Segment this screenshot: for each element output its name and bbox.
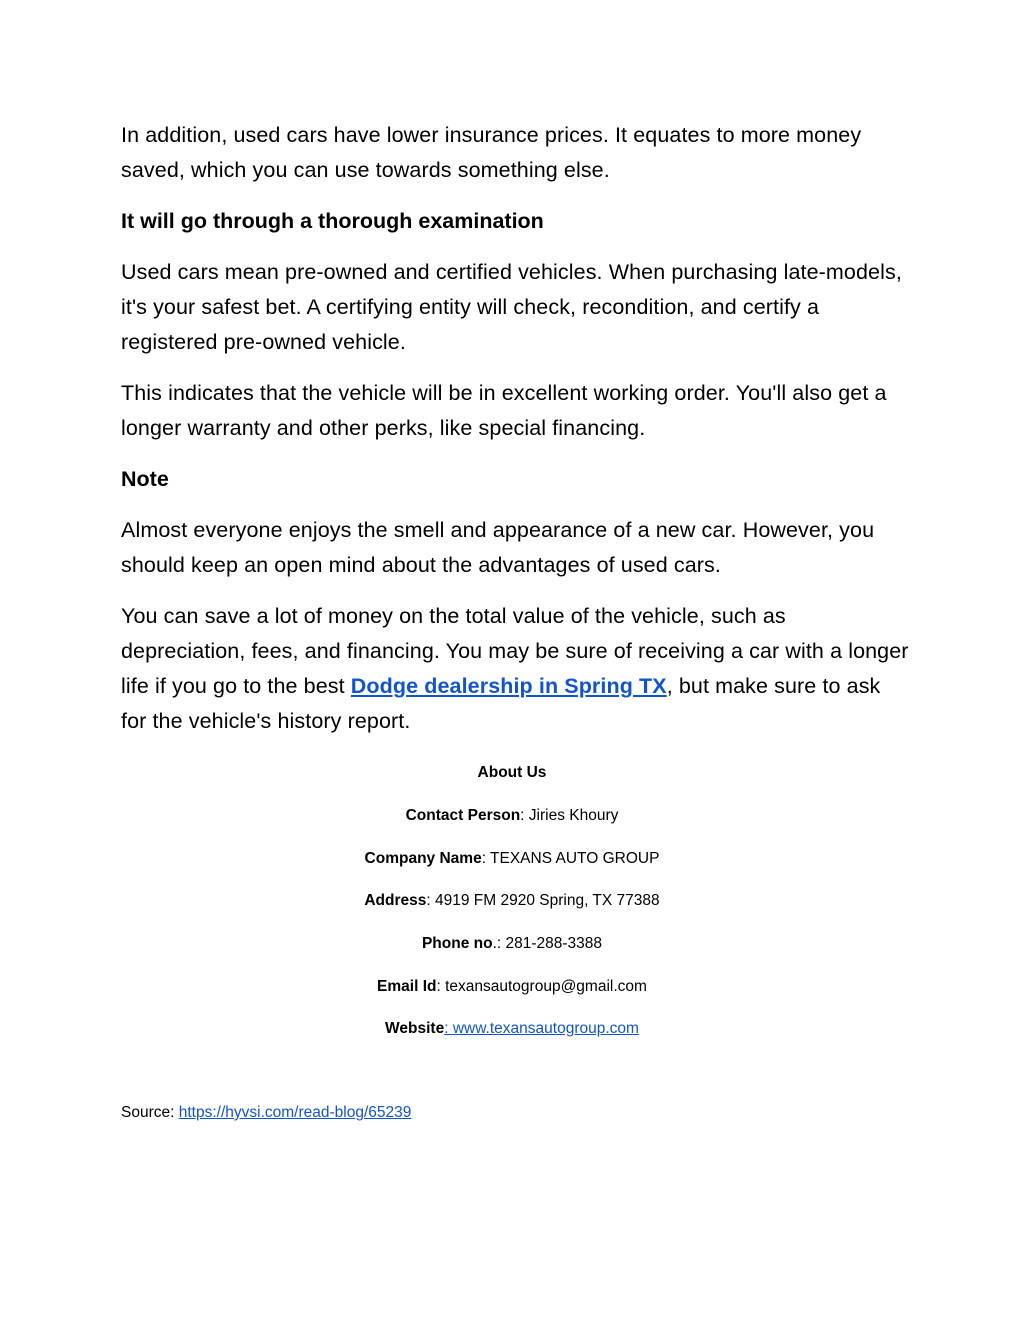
phone-row (0, 935, 1024, 953)
paragraph-new-car: Almost everyone enjoys the smell and appearance of a new car. However, you should keep an open mind about the advantages of used cars. (121, 518, 875, 577)
contact-person-label: Contact Person (405, 807, 521, 824)
company-name-label: Company Name (364, 850, 482, 867)
article-body (121, 118, 911, 755)
contact-person-row (0, 807, 1024, 825)
source-link[interactable]: https://hyvsi.com/read-blog/65239 (178, 1104, 412, 1121)
source-label: Source: (121, 1104, 179, 1121)
website-link[interactable] (444, 1020, 639, 1037)
heading-note: Note (121, 467, 169, 491)
paragraph-save-money (121, 599, 911, 739)
website-label: Website (385, 1020, 445, 1037)
website-separator: : (444, 1020, 453, 1037)
paragraph-insurance: In addition, used cars have lower insurance prices. It equates to more money saved, which you can use towards something else. (121, 123, 862, 182)
about-us-title: About Us (477, 764, 547, 781)
email-label: Email Id (377, 978, 437, 995)
email-value: : texansautogroup@gmail.com (436, 978, 647, 995)
paragraph-save-money-text: You can save a lot of money on the total value of the vehicle, such as depreciation, fees, and financing. You may be sure of receiving a car with a longer life if you go to the best (121, 604, 909, 698)
source-line (121, 1104, 411, 1122)
paragraph-save-money-tail: , but make sure to ask for the vehicle's history report. (121, 674, 881, 733)
address-value: : 4919 FM 2920 Spring, TX 77388 (426, 892, 660, 909)
dealership-link[interactable]: Dodge dealership in Spring TX (350, 674, 667, 698)
website-row (0, 1020, 1024, 1038)
heading-examination: It will go through a thorough examination (121, 209, 544, 233)
address-label: Address (364, 892, 427, 909)
address-row (0, 892, 1024, 910)
company-name-value: : TEXANS AUTO GROUP (481, 850, 660, 867)
website-link-text: www.texansautogroup.com (452, 1020, 639, 1037)
phone-value: .: 281-288-3388 (492, 935, 603, 952)
paragraph-certified: Used cars mean pre-owned and certified vehicles. When purchasing late-models, it's your safest bet. A certifying entity will check, recondition, and certify a registered pre-owned vehicle. (121, 260, 902, 354)
company-name-row (0, 850, 1024, 868)
paragraph-working-order: This indicates that the vehicle will be in excellent working order. You'll also get a longer warranty and other perks, like special financing. (121, 381, 887, 440)
phone-label: Phone no (421, 935, 493, 952)
contact-person-value: : Jiries Khoury (520, 807, 619, 824)
email-row (0, 978, 1024, 996)
